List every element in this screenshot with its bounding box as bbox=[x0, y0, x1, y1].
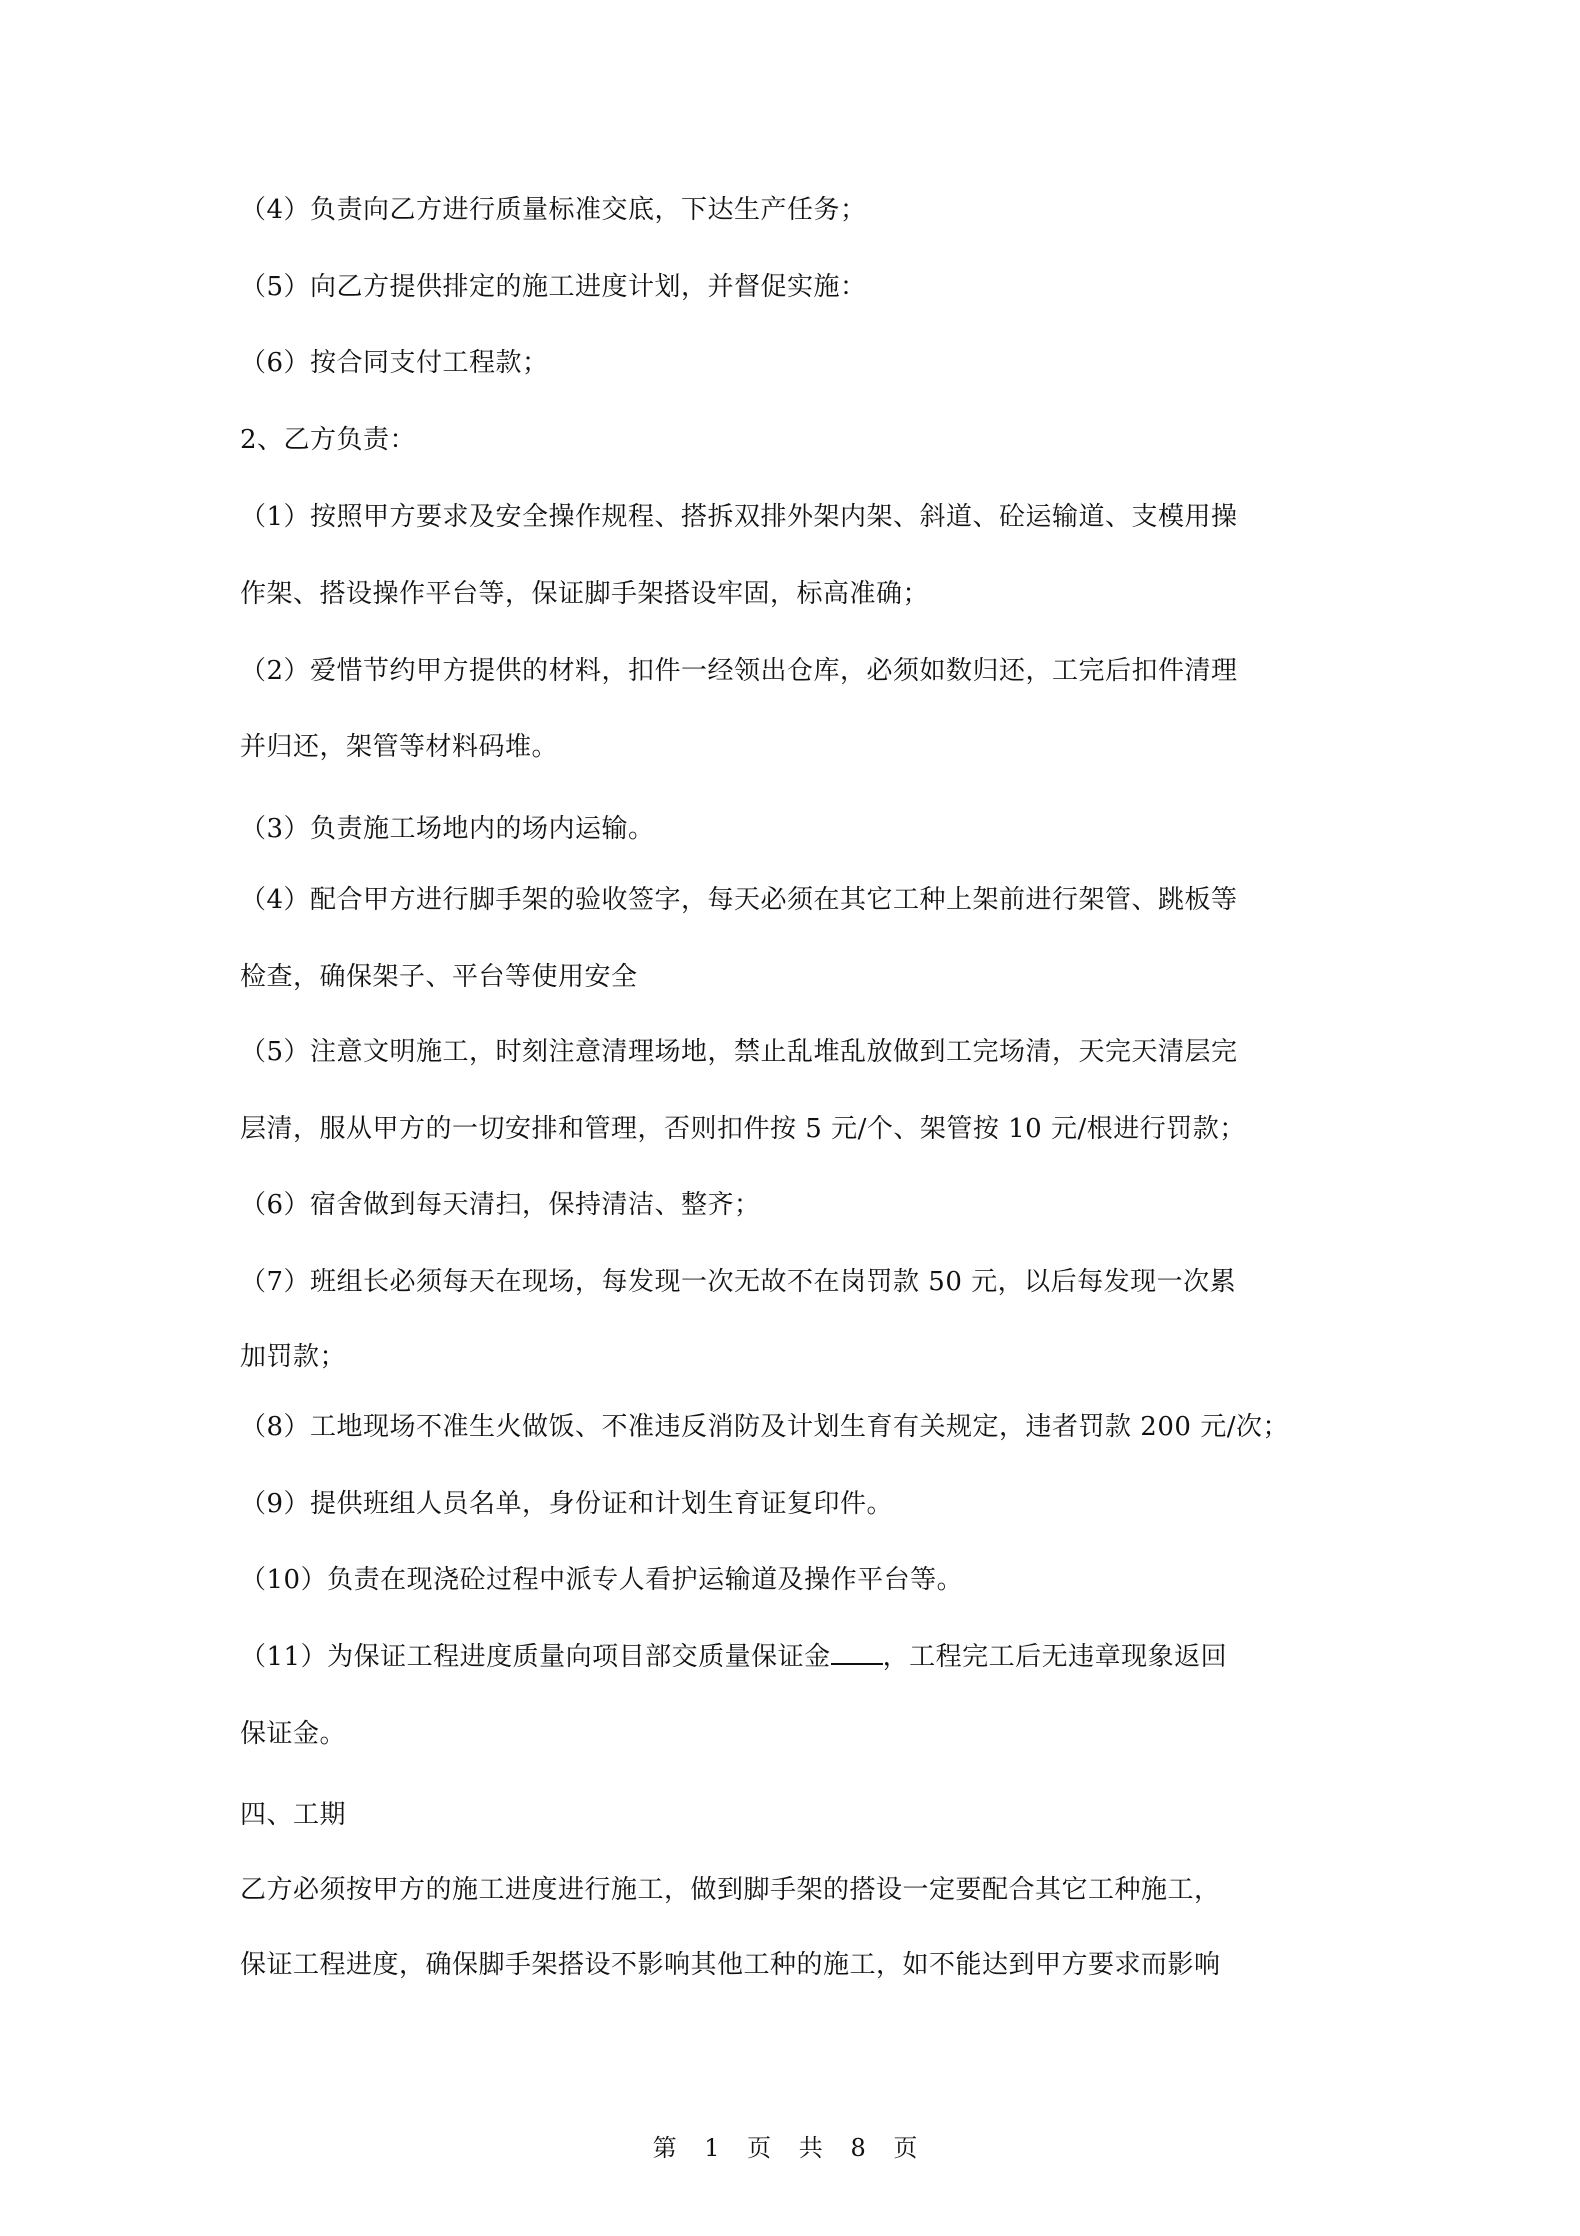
clause-b5: （5）注意文明施工，时刻注意清理场地，禁止乱堆乱放做到工完场清，天完天清层完 bbox=[240, 1037, 1238, 1067]
clause-a6: （6）按合同支付工程款； bbox=[240, 348, 549, 378]
clause-b11 bbox=[240, 1640, 1227, 1674]
deposit-amount-blank[interactable] bbox=[831, 1641, 883, 1665]
clause-b9: （9）提供班组人员名单，身份证和计划生育证复印件。 bbox=[240, 1489, 894, 1519]
schedule-paragraph-line1: 乙方必须按甲方的施工进度进行施工，做到脚手架的搭设一定要配合其它工种施工， bbox=[240, 1875, 1221, 1905]
schedule-paragraph-line2: 保证工程进度，确保脚手架搭设不影响其他工种的施工，如不能达到甲方要求而影响 bbox=[240, 1950, 1221, 1980]
page-number-footer: 第 1 页 共 8 页 bbox=[652, 2134, 928, 2162]
clause-b4: （4）配合甲方进行脚手架的验收签字，每天必须在其它工种上架前进行架管、跳板等 bbox=[240, 885, 1238, 915]
clause-b4-cont: 检查，确保架子、平台等使用安全 bbox=[240, 962, 638, 992]
clause-b2: （2）爱惜节约甲方提供的材料，扣件一经领出仓库，必须如数归还，工完后扣件清理 bbox=[240, 656, 1238, 686]
clause-b2-cont: 并归还，架管等材料码堆。 bbox=[240, 732, 559, 762]
clause-b1: （1）按照甲方要求及安全操作规程、搭拆双排外架内架、斜道、砼运输道、支模用操 bbox=[240, 502, 1238, 532]
clause-b1-cont: 作架、搭设操作平台等，保证脚手架搭设牢固，标高准确； bbox=[240, 579, 930, 609]
section-heading-party-b: 2、乙方负责： bbox=[240, 425, 417, 455]
clause-b10: （10）负责在现浇砼过程中派专人看护运输道及操作平台等。 bbox=[240, 1565, 964, 1595]
clause-b7: （7）班组长必须每天在现场，每发现一次无故不在岗罚款 50 元，以后每发现一次累 bbox=[240, 1267, 1237, 1297]
clause-b6: （6）宿舍做到每天清扫，保持清洁、整齐； bbox=[240, 1190, 761, 1220]
clause-b11-text: （11）为保证工程进度质量向项目部交质量保证金 bbox=[240, 1642, 831, 1672]
clause-b11-suffix: ，工程完工后无违章现象返回 bbox=[882, 1642, 1228, 1672]
clause-b5-cont: 层清，服从甲方的一切安排和管理，否则扣件按 5 元/个、架管按 10 元/根进行罚款； bbox=[240, 1114, 1246, 1144]
clause-a4: （4）负责向乙方进行质量标准交底，下达生产任务； bbox=[240, 195, 867, 225]
clause-b8: （8）工地现场不准生火做饭、不准违反消防及计划生育有关规定，违者罚款 200 元/次； bbox=[240, 1412, 1289, 1442]
clause-b3: （3）负责施工场地内的场内运输。 bbox=[240, 814, 655, 844]
clause-b11-cont: 保证金。 bbox=[240, 1719, 347, 1749]
clause-b7-cont: 加罚款； bbox=[240, 1342, 347, 1372]
clause-a5: （5）向乙方提供排定的施工进度计划，并督促实施： bbox=[240, 272, 867, 302]
section-heading-schedule: 四、工期 bbox=[240, 1800, 347, 1830]
